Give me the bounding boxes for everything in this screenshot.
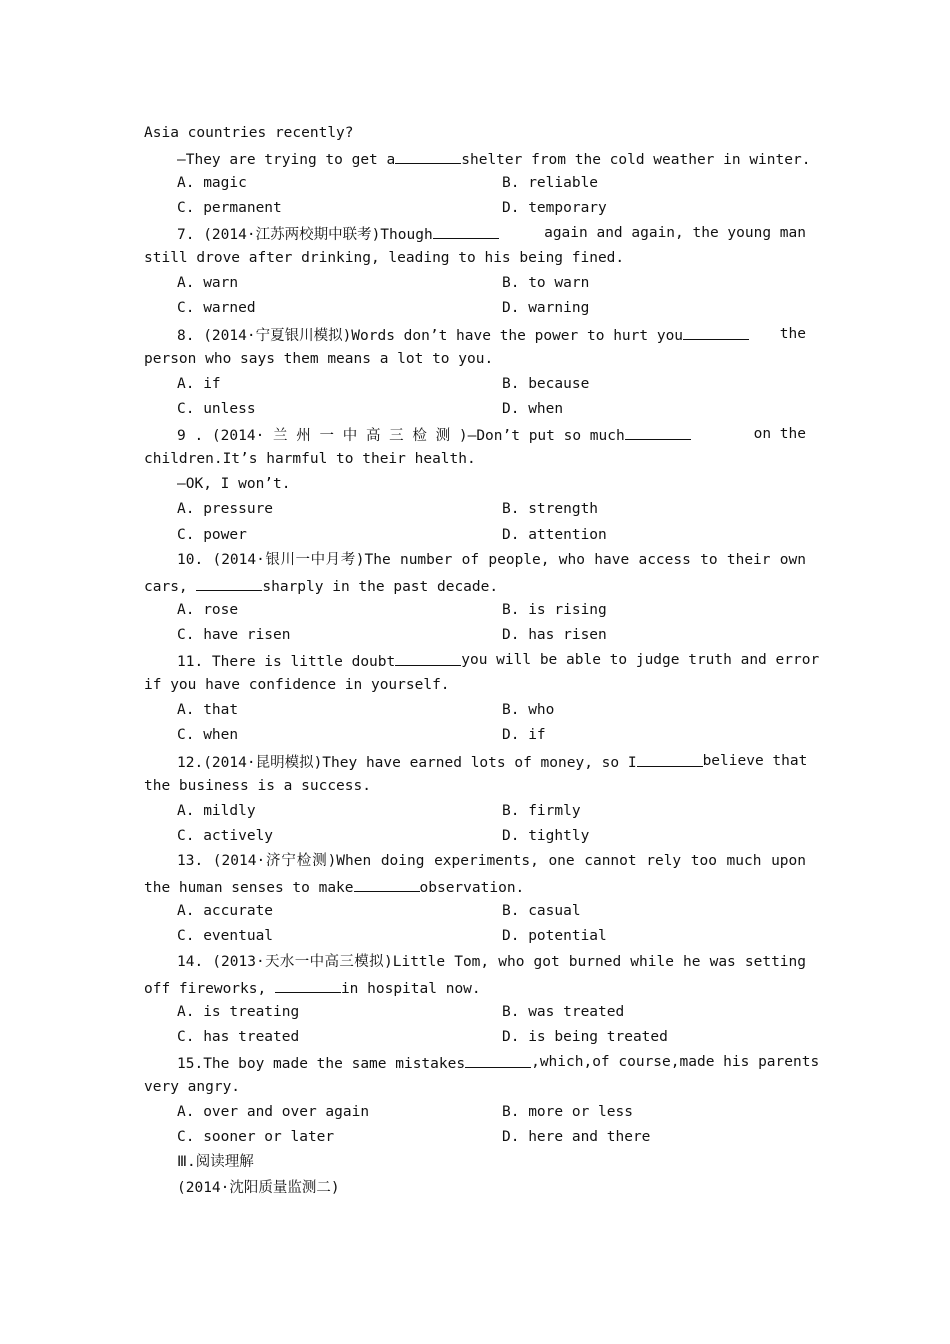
q10-option-a: A. rose xyxy=(177,602,239,618)
q12-option-d: D. tightly xyxy=(502,828,590,844)
q8-option-c: C. unless xyxy=(177,401,256,417)
q9-option-b: B. strength xyxy=(502,501,599,517)
q12-option-a: A. mildly xyxy=(177,803,256,819)
q12-option-b: B. firmly xyxy=(502,803,581,819)
q13-option-d: D. potential xyxy=(502,928,607,944)
q13-line1: 13. (2014·济宁检测)When doing experiments, one cannot rely too much upon xyxy=(177,853,806,869)
q9-line3: —OK, I won’t. xyxy=(177,476,291,492)
q9-option-d: D. attention xyxy=(502,527,607,543)
answer-blank xyxy=(465,1053,531,1068)
q14-line1: 14. (2013·天水一中高三模拟)Little Tom, who got burned while he was setting xyxy=(177,954,806,970)
q15-option-c: C. sooner or later xyxy=(177,1129,335,1145)
q11-option-b: B. who xyxy=(502,702,555,718)
q15-option-b: B. more or less xyxy=(502,1104,633,1120)
q10-line2: cars, sharply in the past decade. xyxy=(144,576,498,594)
q8-option-a: A. if xyxy=(177,376,221,392)
answer-blank xyxy=(354,877,420,892)
q7-line2: still drove after drinking, leading to his being fined. xyxy=(144,250,625,266)
q6-answer-line: —They are trying to get a shelter from the cold weather in winter. xyxy=(177,149,810,167)
q11-option-d: D. if xyxy=(502,727,546,743)
q8-line2: person who says them means a lot to you. xyxy=(144,351,494,367)
q14-option-a: A. is treating xyxy=(177,1004,300,1020)
q9-option-c: C. power xyxy=(177,527,247,543)
q6-option-b: B. reliable xyxy=(502,175,599,191)
q6-option-c: C. permanent xyxy=(177,200,282,216)
answer-blank xyxy=(637,752,703,767)
q10-line1: 10. (2014·银川一中月考)The number of people, who have access to their own xyxy=(177,552,806,568)
q8-option-d: D. when xyxy=(502,401,564,417)
q9-line1: 9 . (2014· 兰 州 一 中 高 三 检 测 )—Don’t put so much on the xyxy=(177,426,806,444)
q8-line1: 8. (2014·宁夏银川模拟)Words don’t have the power to hurt you the xyxy=(177,326,806,344)
q13-option-b: B. casual xyxy=(502,903,581,919)
q15-option-d: D. here and there xyxy=(502,1129,651,1145)
q6-cont: Asia countries recently? xyxy=(144,125,354,141)
q15-line2: very angry. xyxy=(144,1079,241,1095)
answer-blank xyxy=(433,224,499,239)
q11-option-a: A. that xyxy=(177,702,239,718)
q11-line1: 11. There is little doubt you will be able to judge truth and error xyxy=(177,652,820,670)
answer-blank xyxy=(625,425,691,440)
q13-line2: the human senses to make observation. xyxy=(144,877,524,895)
q10-option-b: B. is rising xyxy=(502,602,607,618)
q14-line2: off fireworks, in hospital now. xyxy=(144,978,481,996)
q11-line2: if you have confidence in yourself. xyxy=(144,677,450,693)
q13-option-a: A. accurate xyxy=(177,903,274,919)
q8-option-b: B. because xyxy=(502,376,590,392)
q7-option-d: D. warning xyxy=(502,300,590,316)
q13-option-c: C. eventual xyxy=(177,928,274,944)
section-title: Ⅲ.阅读理解 xyxy=(177,1154,254,1170)
q7-option-c: C. warned xyxy=(177,300,256,316)
q11-option-c: C. when xyxy=(177,727,239,743)
q14-option-c: C. has treated xyxy=(177,1029,300,1045)
section-source: (2014·沈阳质量监测二) xyxy=(177,1180,340,1196)
q7-option-b: B. to warn xyxy=(502,275,590,291)
q14-option-b: B. was treated xyxy=(502,1004,625,1020)
q15-option-a: A. over and over again xyxy=(177,1104,370,1120)
answer-blank xyxy=(395,651,461,666)
answer-blank xyxy=(395,149,461,164)
q7-line1: 7. (2014·江苏两校期中联考)Though again and again, the young man xyxy=(177,225,806,243)
answer-blank xyxy=(275,978,341,993)
q9-option-a: A. pressure xyxy=(177,501,274,517)
q6-option-a: A. magic xyxy=(177,175,247,191)
q9-line2: children.It’s harmful to their health. xyxy=(144,451,476,467)
q12-line1: 12.(2014·昆明模拟)They have earned lots of money, so I believe that xyxy=(177,753,808,771)
q6-option-d: D. temporary xyxy=(502,200,607,216)
q7-option-a: A. warn xyxy=(177,275,239,291)
answer-blank xyxy=(196,576,262,591)
q14-option-d: D. is being treated xyxy=(502,1029,668,1045)
q15-line1: 15.The boy made the same mistakes ,which,of course,made his parents xyxy=(177,1054,820,1072)
q12-line2: the business is a success. xyxy=(144,778,371,794)
q10-option-c: C. have risen xyxy=(177,627,291,643)
answer-blank xyxy=(683,325,749,340)
q10-option-d: D. has risen xyxy=(502,627,607,643)
q12-option-c: C. actively xyxy=(177,828,274,844)
